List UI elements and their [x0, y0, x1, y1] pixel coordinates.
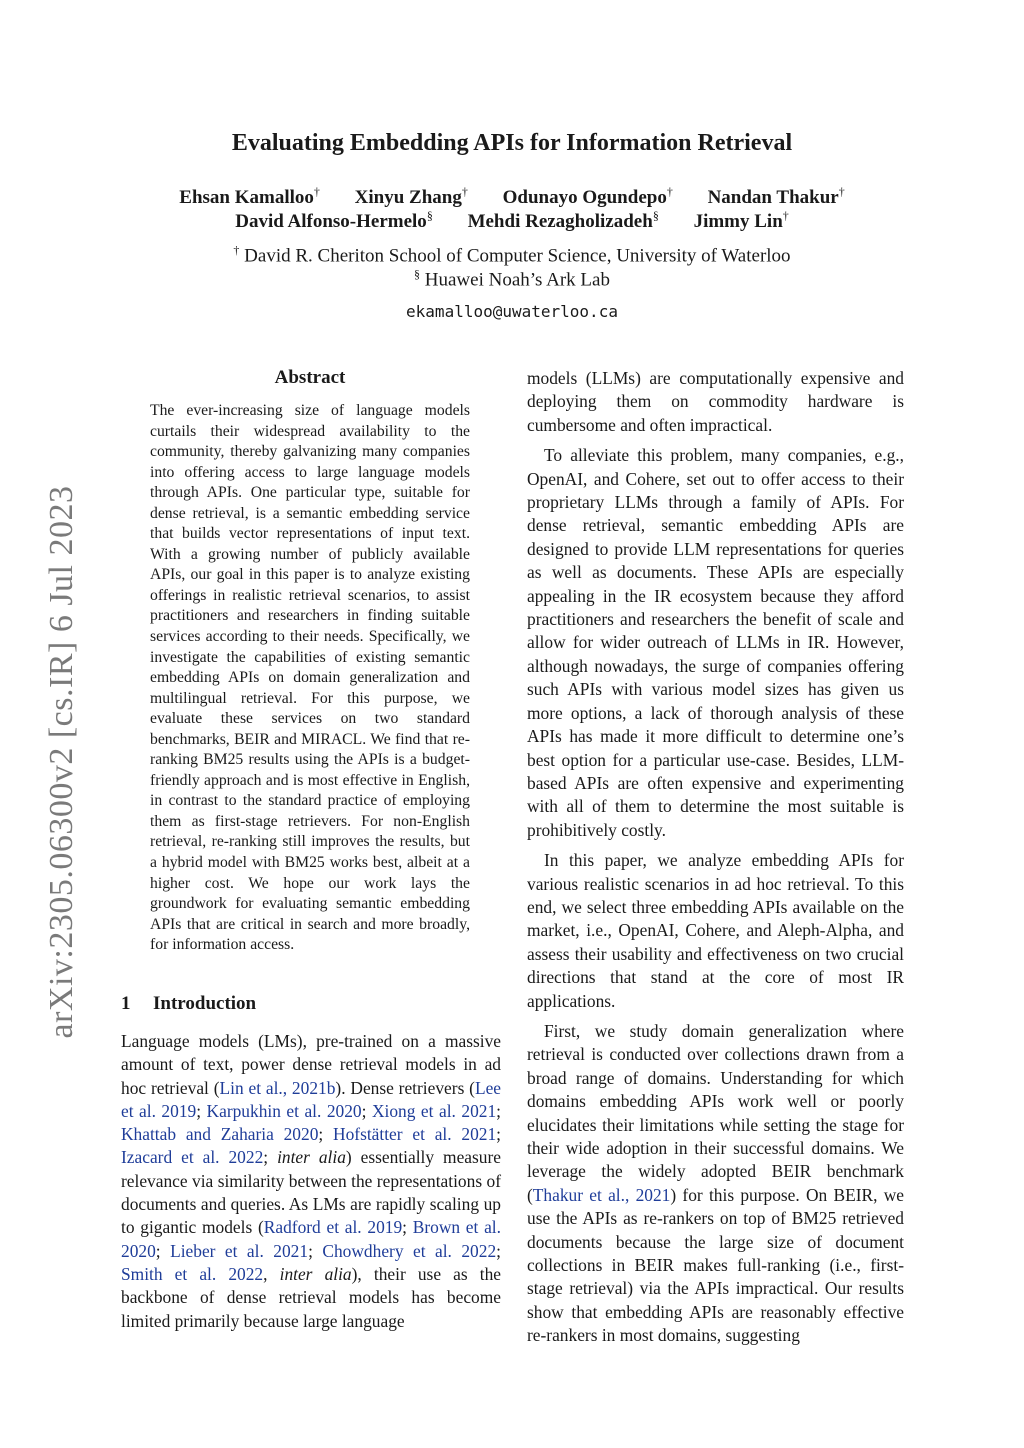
paper-title: Evaluating Embedding APIs for Information Retrieval: [231, 130, 793, 156]
intro-paragraph-1: Language models (LMs), pre-trained on a massive amount of text, power dense retrieval models in ad hoc retrieval (Lin et al., 2021b). Dense retrievers (Lee et al. 2019; Karpukhin et al. 2020; Xiong et al. 2021; Khattab and Zaharia 2020; Hofstätter et al. 2021; Izacard et al. 2022; inter alia) essentially measure relevance via similarity between the representations of documents and queries. As LMs are rapidly scaling up to gigantic models (Radford et al. 2019; Brown et al. 2020; Lieber et al. 2021; Chowdhery et al. 2022; Smith et al. 2022, inter alia), their use as the backbone of dense retrieval models has become limited primarily because large language: [121, 1031, 502, 1331]
citation-link[interactable]: Lieber et al. 2021: [170, 1240, 309, 1261]
citation-link[interactable]: Chowdhery et al. 2022: [322, 1240, 497, 1261]
citation-link[interactable]: Lin et al., 2021b: [219, 1077, 336, 1098]
citation-link[interactable]: Radford et al. 2019: [263, 1217, 403, 1238]
affiliation-waterloo: † David R. Cheriton School of Computer Science, University of Waterloo: [233, 243, 791, 267]
citation-link[interactable]: Karpukhin et al. 2020: [206, 1100, 362, 1121]
author-row-1: [0, 185, 1024, 209]
citation-link[interactable]: Hofstätter et al. 2021: [333, 1124, 497, 1145]
author: Ehsan Kamalloo†: [179, 185, 320, 209]
abstract-text: The ever-increasing size of language models curtails their widespread availability to the community, thereby galvanizing many companies into offering access to large language models through APIs. One particular type, suitable for dense retrieval, is a semantic embedding service that builds vector representations of input text. With a growing number of publicly available APIs, our goal in this paper is to analyze existing offerings in realistic retrieval scenarios, to assist practitioners and researchers in finding suitable services according to their needs. Specifically, we investigate the capabilities of existing semantic embedding APIs on domain generalization and multilingual retrieval. For this purpose, we evaluate these services on two standard benchmarks, BEIR and MIRACL. We find that re-ranking BM25 results using the APIs is a budget-friendly approach and is most effective in English, in contrast to the standard practice of employing them as first-stage retrievers. For non-English retrieval, re-ranking still improves the results, but a hybrid model with BM25 works best, albeit at a higher cost. We hope our work lays the groundwork for evaluating semantic embedding APIs that are critical in search and more broadly, for information access.: [150, 402, 470, 954]
citation-link[interactable]: Khattab and Zaharia 2020: [121, 1124, 319, 1145]
section-title: Introduction: [153, 993, 257, 1014]
author: Odunayo Ogundepo†: [502, 185, 673, 209]
citation-link[interactable]: Izacard et al. 2022: [121, 1147, 264, 1168]
author: David Alfonso-Hermelo§: [235, 209, 433, 233]
citation-link[interactable]: Brown et al. 2020: [121, 1217, 501, 1261]
intro-paragraph-1-continued: models (LLMs) are computationally expensive and deploying them on commodity hardware is cumbersome and often impractical.: [527, 368, 904, 435]
abstract-heading: Abstract: [274, 367, 346, 388]
contact-email[interactable]: ekamalloo@uwaterloo.ca: [406, 302, 618, 321]
affiliation-huawei: § Huawei Noah’s Ark Lab: [414, 267, 610, 291]
citation-link[interactable]: Thakur et al., 2021: [532, 1184, 671, 1205]
author: Jimmy Lin†: [693, 209, 789, 233]
citation-link[interactable]: Lee et al. 2019: [121, 1077, 502, 1121]
author-row-2: [0, 209, 1024, 233]
intro-paragraph-2: To alleviate this problem, many companies, e.g., OpenAI, and Cohere, set out to offer access to their proprietary LLMs through a family of APIs. For dense retrieval, semantic embedding APIs are designed to provide LLM representations for queries as well as documents. These APIs are especially appealing in the IR ecosystem because they afford practitioners and researchers the benefit of scale and allow for wider outreach of LLMs in IR. However, although nowadays, the surge of companies offering such APIs with various model sizes has given us more options, a lack of thorough analysis of these APIs has made it more difficult to determine one’s best option for a particular use-case. Besides, LLM-based APIs are often expensive and experimenting with all of them to determine the most suitable is prohibitively costly.: [527, 445, 904, 840]
citation-link[interactable]: Smith et al. 2022: [121, 1263, 264, 1284]
arxiv-stamp: arXiv:2305.06300v2 [cs.IR] 6 Jul 2023: [43, 485, 80, 1039]
section-heading-introduction: [121, 993, 256, 1015]
author: Mehdi Rezagholizadeh§: [467, 209, 659, 233]
citation-link[interactable]: Xiong et al. 2021: [371, 1100, 497, 1121]
right-column: [527, 367, 904, 1348]
intro-paragraph-3: In this paper, we analyze embedding APIs for various realistic scenarios in ad hoc retrieval. To this end, we select three embedding APIs available on the market, i.e., OpenAI, Cohere, and Aleph-Alpha, and assess their usability and effectiveness on two crucial directions that stand at the core of most IR applications.: [527, 850, 904, 1011]
section-number: 1: [121, 993, 131, 1014]
author: Xinyu Zhang†: [354, 185, 468, 209]
author: Nandan Thakur†: [707, 185, 845, 209]
intro-paragraph-4: First, we study domain generalization where retrieval is conducted over collections drawn from a broad range of domains. Understanding for which domains embedding APIs work well or poorly elucidates their limitations while setting the stage for their wide adoption in their successful domains. We leverage the widely adopted BEIR benchmark (Thakur et al., 2021) for this purpose. On BEIR, we use the APIs as re-rankers on top of BM25 retrieved documents because the large size of document collections in BEIR makes full-ranking (i.e., first-stage retrieval) via the APIs impractical. Our results show that embedding APIs are reasonably effective re-rankers in most domains, suggesting: [527, 1020, 905, 1346]
